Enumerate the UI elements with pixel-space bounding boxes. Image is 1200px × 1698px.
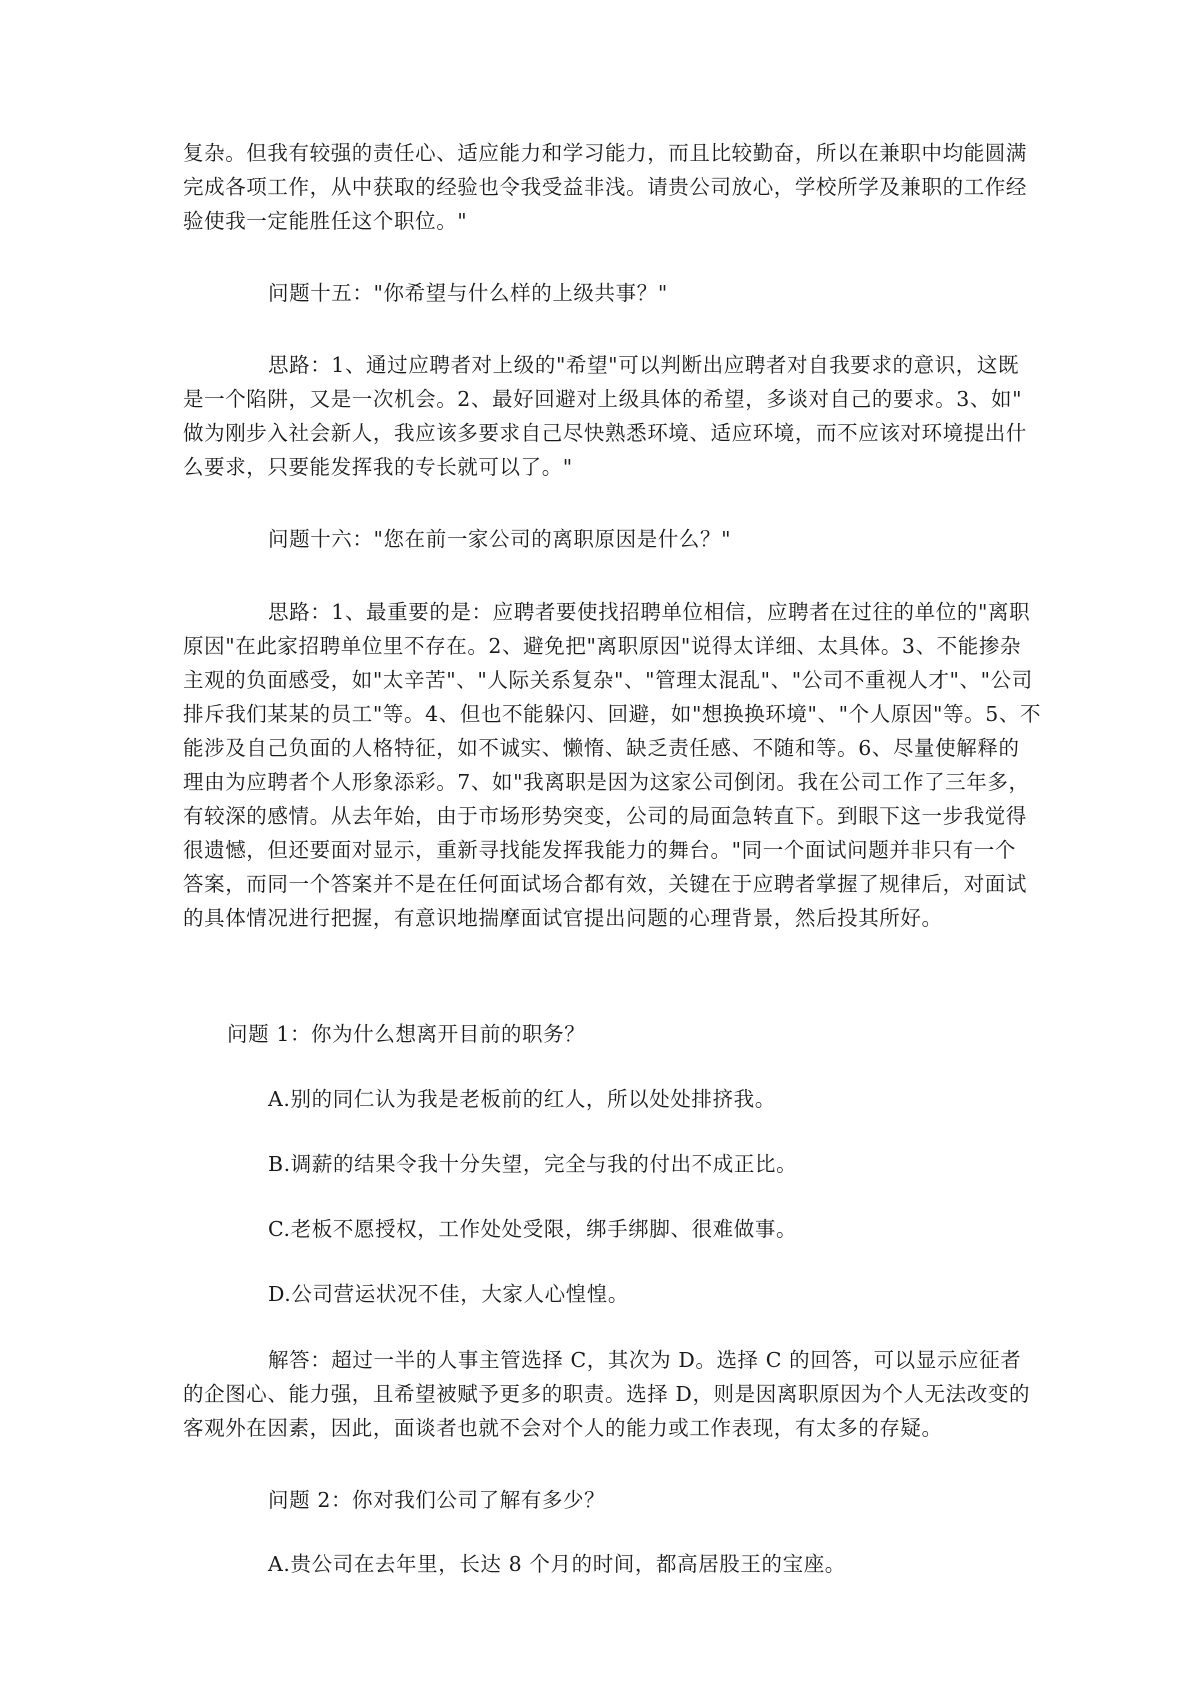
answer-option-b: B.调薪的结果令我十分失望，完全与我的付出不成正比。	[268, 1152, 798, 1176]
paragraph-line: 的具体情况进行把握，有意识地揣摩面试官提出问题的心理背景，然后投其所好。	[183, 906, 943, 930]
paragraph-line: 有较深的感情。从去年始，由于市场形势突变，公司的局面急转直下。到眼下这一步我觉得	[183, 804, 1027, 828]
paragraph-line: 主观的负面感受，如"太辛苦"、"人际关系复杂"、"管理太混乱"、"公司不重视人才"、"公司	[183, 668, 1033, 692]
question-heading: 问题 2：你对我们公司了解有多少？	[268, 1488, 606, 1512]
paragraph-line: 完成各项工作，从中获取的经验也令我受益非浅。请贵公司放心，学校所学及兼职的工作经	[183, 175, 1027, 199]
answer-option-a: A.别的同仁认为我是老板前的红人，所以处处排挤我。	[268, 1087, 776, 1111]
paragraph-line: 能涉及自己负面的人格特征，如不诚实、懒惰、缺乏责任感、不随和等。6、尽量使解释的	[183, 736, 1020, 760]
question-heading: 问题十六："您在前一家公司的离职原因是什么？"	[268, 527, 732, 551]
paragraph-line: 的企图心、能力强，且希望被赋予更多的职责。选择 D，则是因离职原因为个人无法改变的	[183, 1382, 1031, 1406]
paragraph-line: 是一个陷阱，又是一次机会。2、最好回避对上级具体的希望，多谈对自己的要求。3、如"	[183, 387, 1023, 411]
question-heading: 问题 1：你为什么想离开目前的职务？	[227, 1022, 586, 1046]
paragraph-line: 做为刚步入社会新人，我应该多要求自己尽快熟悉环境、适应环境，而不应该对环境提出什	[183, 421, 1027, 445]
paragraph-line: 思路：1、最重要的是：应聘者要使找招聘单位相信，应聘者在过往的单位的"离职	[268, 600, 1031, 624]
paragraph-line: 复杂。但我有较强的责任心、适应能力和学习能力，而且比较勤奋，所以在兼职中均能圆满	[183, 141, 1027, 165]
paragraph-line: 么要求，只要能发挥我的专长就可以了。"	[183, 455, 573, 479]
paragraph-line: 排斥我们某某的员工"等。4、但也不能躲闪、回避，如"想换换环境"、"个人原因"等。5、不	[183, 702, 1042, 726]
answer-option-a: A.贵公司在去年里，长达 8 个月的时间，都高居股王的宝座。	[268, 1552, 846, 1576]
answer-option-c: C.老板不愿授权，工作处处受限，绑手绑脚、很难做事。	[268, 1217, 798, 1241]
paragraph-line: 很遗憾，但还要面对显示，重新寻找能发挥我能力的舞台。"同一个面试问题并非只有一个	[183, 838, 1016, 862]
paragraph-line: 解答：超过一半的人事主管选择 C，其次为 D。选择 C 的回答，可以显示应征者	[268, 1348, 1022, 1372]
paragraph-line: 理由为应聘者个人形象添彩。7、如"我离职是因为这家公司倒闭。我在公司工作了三年多，	[183, 770, 1030, 794]
paragraph-line: 原因"在此家招聘单位里不存在。2、避免把"离职原因"说得太详细、太具体。3、不能掺杂	[183, 634, 1022, 658]
paragraph-line: 客观外在因素，因此，面谈者也就不会对个人的能力或工作表现，有太多的存疑。	[183, 1416, 943, 1440]
question-heading: 问题十五："你希望与什么样的上级共事？"	[268, 281, 668, 305]
answer-option-d: D.公司营运状况不佳，大家人心惶惶。	[268, 1282, 630, 1306]
paragraph-line: 思路：1、通过应聘者对上级的"希望"可以判断出应聘者对自我要求的意识，这既	[268, 353, 1020, 377]
paragraph-line: 答案，而同一个答案并不是在任何面试场合都有效，关键在于应聘者掌握了规律后，对面试	[183, 872, 1027, 896]
paragraph-line: 验使我一定能胜任这个职位。"	[183, 209, 468, 233]
